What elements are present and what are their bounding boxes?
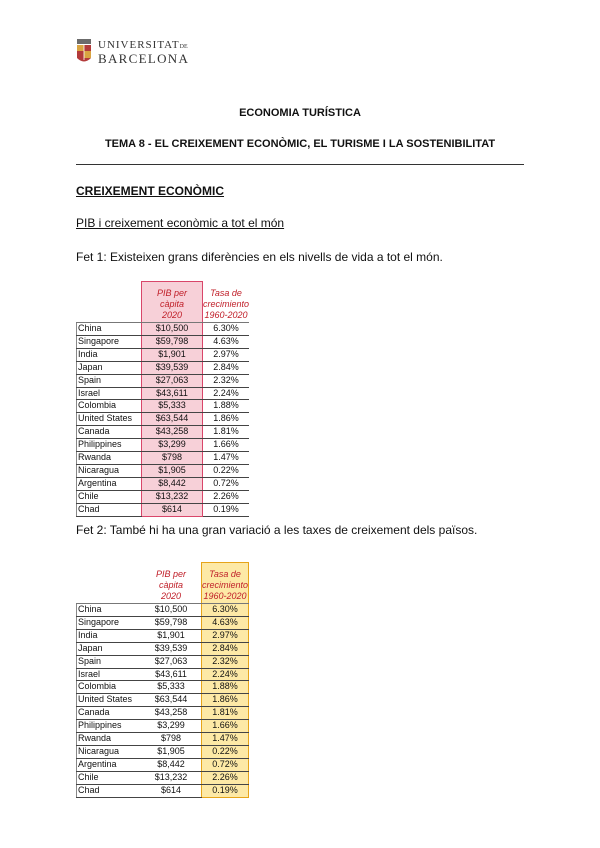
cell-country: Singapore	[77, 616, 142, 629]
table-header-row	[77, 563, 249, 604]
cell-growth: 4.63%	[202, 616, 249, 629]
table-row	[77, 387, 250, 400]
cell-country: China	[77, 323, 142, 336]
cell-gdp: $43,258	[141, 707, 202, 720]
table-row	[77, 616, 249, 629]
table-row	[77, 374, 250, 387]
fact-2-text: Fet 2: També hi ha una gran variació a les taxes de creixement dels països.	[76, 523, 478, 537]
cell-country: Chad	[77, 784, 142, 797]
cell-gdp: $27,063	[141, 655, 202, 668]
cell-gdp: $59,798	[141, 616, 202, 629]
header-gdp-line: PIB per	[155, 569, 186, 579]
cell-gdp: $63,544	[141, 694, 202, 707]
header-gdp-line: càpita	[159, 299, 185, 309]
cell-country: Colombia	[77, 681, 142, 694]
cell-growth: 1.81%	[202, 707, 249, 720]
cell-gdp: $63,544	[142, 413, 203, 426]
cell-country: Canada	[77, 426, 142, 439]
cell-gdp: $1,901	[142, 348, 203, 361]
cell-gdp: $5,333	[141, 681, 202, 694]
cell-country: Spain	[77, 655, 142, 668]
university-crest-icon	[76, 38, 92, 66]
cell-growth: 4.63%	[203, 335, 250, 348]
table-row	[77, 604, 249, 617]
cell-growth: 6.30%	[202, 604, 249, 617]
table-row	[77, 323, 250, 336]
logo-line2: BARCELONA	[98, 51, 190, 66]
cell-growth: 2.84%	[202, 642, 249, 655]
table-row	[77, 758, 249, 771]
cell-growth: 1.81%	[203, 426, 250, 439]
cell-growth: 2.97%	[202, 629, 249, 642]
cell-growth: 1.47%	[203, 452, 250, 465]
table-row	[77, 681, 249, 694]
cell-gdp: $8,442	[142, 477, 203, 490]
cell-country: Israel	[77, 668, 142, 681]
cell-growth: 1.66%	[203, 439, 250, 452]
cell-gdp: $10,500	[142, 323, 203, 336]
cell-country: Japan	[77, 642, 142, 655]
table-row	[77, 745, 249, 758]
cell-growth: 2.97%	[203, 348, 250, 361]
cell-gdp: $27,063	[142, 374, 203, 387]
header-growth-line: crecimiento	[202, 580, 249, 590]
cell-gdp: $3,299	[141, 720, 202, 733]
logo-line1-suffix: DE	[179, 44, 188, 50]
cell-country: Rwanda	[77, 452, 142, 465]
table-row	[77, 503, 250, 516]
table-row	[77, 707, 249, 720]
logo-text	[98, 39, 189, 65]
cell-growth: 2.24%	[202, 668, 249, 681]
cell-growth: 6.30%	[203, 323, 250, 336]
cell-gdp: $3,299	[142, 439, 203, 452]
university-logo	[76, 38, 189, 66]
table-row	[77, 733, 249, 746]
cell-growth: 0.22%	[202, 745, 249, 758]
cell-country: China	[77, 604, 142, 617]
unit-title: TEMA 8 - EL CREIXEMENT ECONÒMIC, EL TURISME I LA SOSTENIBILITAT	[104, 138, 496, 150]
table-row	[77, 400, 250, 413]
logo-line1: UNIVERSITAT	[98, 39, 180, 51]
table-row	[77, 642, 249, 655]
header-growth	[202, 563, 249, 604]
table-row	[77, 629, 249, 642]
cell-growth: 1.86%	[203, 413, 250, 426]
cell-gdp: $798	[142, 452, 203, 465]
cell-country: Argentina	[77, 758, 142, 771]
cell-gdp: $1,901	[141, 629, 202, 642]
header-growth	[203, 282, 250, 323]
table-header-row	[77, 282, 250, 323]
course-title: ECONOMIA TURÍSTICA	[239, 107, 361, 119]
table-row	[77, 348, 250, 361]
table-row	[77, 439, 250, 452]
table-row	[77, 335, 250, 348]
header-gdp-line: càpita	[158, 580, 184, 590]
header-growth-line: Tasa de	[209, 569, 241, 579]
header-growth-line: 1960-2020	[203, 591, 247, 601]
table-row	[77, 655, 249, 668]
gdp-table-highlight-gdp	[76, 281, 249, 517]
cell-gdp: $10,500	[141, 604, 202, 617]
cell-country: Chile	[77, 490, 142, 503]
cell-gdp: $59,798	[142, 335, 203, 348]
cell-gdp: $13,232	[142, 490, 203, 503]
section-title: CREIXEMENT ECONÒMIC	[76, 184, 225, 198]
cell-country: India	[77, 348, 142, 361]
cell-growth: 1.86%	[202, 694, 249, 707]
fact-1-text: Fet 1: Existeixen grans diferències en els nivells de vida a tot el món.	[76, 250, 443, 264]
cell-growth: 0.22%	[203, 464, 250, 477]
cell-growth: 1.47%	[202, 733, 249, 746]
cell-growth: 0.19%	[202, 784, 249, 797]
subsection-title: PIB i creixement econòmic a tot el món	[76, 216, 285, 230]
table-row	[77, 668, 249, 681]
cell-gdp: $614	[142, 503, 203, 516]
cell-growth: 2.32%	[202, 655, 249, 668]
table-row	[77, 490, 250, 503]
header-country-blank	[77, 282, 142, 323]
cell-growth: 2.26%	[203, 490, 250, 503]
cell-country: Colombia	[77, 400, 142, 413]
cell-country: Canada	[77, 707, 142, 720]
table-row	[77, 464, 250, 477]
cell-growth: 0.72%	[202, 758, 249, 771]
cell-country: Singapore	[77, 335, 142, 348]
cell-gdp: $13,232	[141, 771, 202, 784]
cell-growth: 0.19%	[203, 503, 250, 516]
table-row	[77, 771, 249, 784]
cell-growth: 1.88%	[202, 681, 249, 694]
cell-country: Philippines	[77, 720, 142, 733]
table-row	[77, 452, 250, 465]
cell-gdp: $43,258	[142, 426, 203, 439]
table-row	[77, 426, 250, 439]
cell-country: Spain	[77, 374, 142, 387]
header-gdp-line: PIB per	[156, 288, 187, 298]
cell-gdp: $1,905	[142, 464, 203, 477]
cell-country: Chad	[77, 503, 142, 516]
header-growth-line: Tasa de	[210, 288, 242, 298]
header-growth-line: crecimiento	[203, 299, 250, 309]
cell-country: Philippines	[77, 439, 142, 452]
cell-country: India	[77, 629, 142, 642]
cell-gdp: $43,611	[142, 387, 203, 400]
cell-country: United States	[77, 694, 142, 707]
cell-country: Nicaragua	[77, 745, 142, 758]
cell-growth: 2.32%	[203, 374, 250, 387]
table-row	[77, 694, 249, 707]
header-gdp-line: 2020	[160, 591, 182, 601]
gdp-table-highlight-growth	[76, 562, 249, 798]
cell-growth: 2.84%	[203, 361, 250, 374]
cell-gdp: $39,539	[142, 361, 203, 374]
cell-gdp: $5,333	[142, 400, 203, 413]
cell-country: United States	[77, 413, 142, 426]
cell-gdp: $798	[141, 733, 202, 746]
cell-country: Nicaragua	[77, 464, 142, 477]
cell-country: Chile	[77, 771, 142, 784]
cell-country: Argentina	[77, 477, 142, 490]
table-row	[77, 477, 250, 490]
cell-gdp: $1,905	[141, 745, 202, 758]
table-row	[77, 361, 250, 374]
cell-country: Japan	[77, 361, 142, 374]
cell-country: Rwanda	[77, 733, 142, 746]
cell-growth: 0.72%	[203, 477, 250, 490]
cell-gdp: $614	[141, 784, 202, 797]
cell-gdp: $8,442	[141, 758, 202, 771]
header-country-blank	[77, 563, 142, 604]
cell-gdp: $39,539	[141, 642, 202, 655]
header-growth-line: 1960-2020	[204, 310, 248, 320]
table-row	[77, 413, 250, 426]
cell-growth: 1.66%	[202, 720, 249, 733]
header-gdp	[142, 282, 203, 323]
cell-growth: 2.24%	[203, 387, 250, 400]
cell-growth: 2.26%	[202, 771, 249, 784]
cell-country: Israel	[77, 387, 142, 400]
table-row	[77, 720, 249, 733]
cell-gdp: $43,611	[141, 668, 202, 681]
table-row	[77, 784, 249, 797]
header-gdp	[141, 563, 202, 604]
header-gdp-line: 2020	[161, 310, 183, 320]
cell-growth: 1.88%	[203, 400, 250, 413]
title-divider	[76, 164, 524, 165]
